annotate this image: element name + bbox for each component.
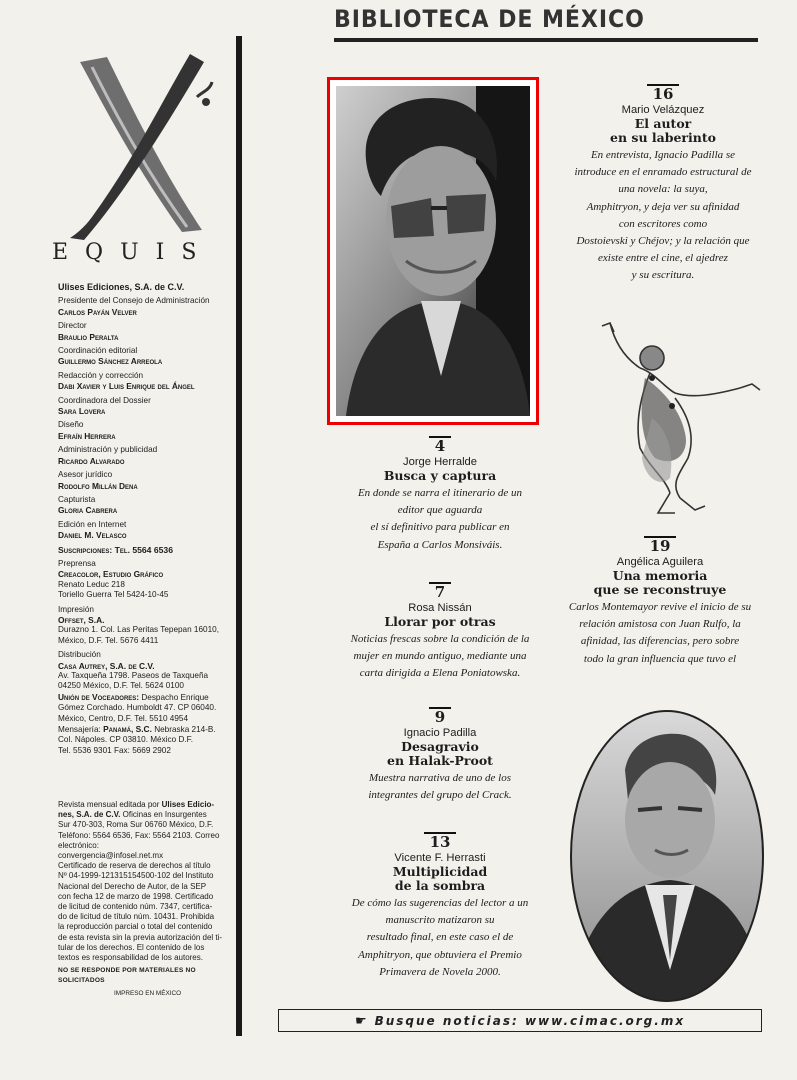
courier-line [58,724,233,735]
masthead-name: Braulio Peralta [58,331,119,342]
article-title: en su laberinto [610,130,716,145]
union-address: México, Centro, D.F. Tel. 5510 4954 [58,713,189,723]
masthead-role: Coordinación editorial [58,346,138,356]
article-title: Busca y captura [383,468,497,483]
legal-line: Teléfono: 5564 6536, Fax: 5564 2103. Correo [58,830,220,840]
legal-line: Certificado de reserva de derechos al título [58,861,211,871]
description-line: todo la gran influencia que tuvo el [583,652,737,665]
page-number: 13 [424,832,457,850]
description-line: carta dirigida a Elena Poniatowska. [359,667,521,680]
article-title: que se reconstruye [593,582,727,597]
masthead-name: Ricardo Alvarado [58,455,125,466]
prepress-address: Renato Leduc 218 [58,579,125,589]
legal-publisher: nes, S.A. de C.V. [58,810,121,820]
description-line: Amphitryon, que obtuviera el Premio [358,948,522,961]
print-address: México, D.F. Tel. 5676 4411 [58,635,159,645]
description-line: Muestra narrativa de uno de los [368,772,512,784]
legal-line: do de licitud de título núm. 10431. Prohibida [58,912,215,922]
description-line: Amphitryon, y deja ver su afinidad [586,200,740,213]
courier-address: Tel. 5536 9301 Fax: 5669 2902 [58,745,171,755]
union-address: Despacho Enrique [141,692,209,702]
legal-line: electrónico: [58,840,99,850]
masthead-role: Edición en Internet [58,519,127,529]
publisher-name: Ulises Ediciones, S.A. de C.V. [58,282,185,292]
masthead-name: Rodolfo Millán Dena [58,480,138,491]
portrait-photo-highlighted[interactable] [330,80,536,422]
article-title: Llorar por otras [384,614,496,629]
article-author: Jorge Herralde [403,456,477,468]
masthead-role: Presidente del Consejo de Administración [58,296,210,306]
page-number: 16 [647,84,680,102]
description-line: afinidad, las diferencias, pero sobre [580,635,740,648]
legal-line [58,800,234,810]
masthead [58,282,233,756]
courier-name: Panamá, S.C. [103,724,152,735]
pointing-hand-icon: ☛ [354,1012,367,1028]
union-name: Unión de Voceadores: [58,691,140,702]
masthead-role: Director [58,321,87,331]
description-line: En donde se narra el itinerario de un [357,487,523,499]
description-line: editor que aguarda [397,504,483,517]
article-16[interactable] [566,84,760,285]
distribution-address: Av. Taxqueña 1798. Paseos de Taxqueña [58,671,209,680]
print-label: Impresión [58,604,94,614]
union-address: Gómez Corchado. Humboldt 47. CP 06040. [58,703,217,713]
description-line: existe entre el cine, el ajedrez [598,252,728,265]
article-description [336,895,544,981]
legal-line: de esta revista sin la previa autorización del ti- [58,932,223,942]
portrait-image [336,86,530,416]
legal-text: Oficinas en Insurgentes [122,810,207,820]
distribution-address: 04250 México, D.F. Tel. 5624 0100 [58,681,184,691]
page-number: 9 [429,707,451,725]
email-link[interactable]: convergencia@infosel.net.mx [58,851,164,861]
article-title: Desagravio [401,739,479,754]
legal-notice [58,800,234,999]
article-19[interactable] [560,536,760,668]
page-number: 19 [644,536,677,554]
distribution-label: Distribución [58,650,101,660]
print-address: Durazno 1. Col. Las Peritas Tepepan 16010, [58,625,219,635]
column-divider [236,36,242,1036]
legal-line: la reproducción parcial o total del contenido [58,922,213,932]
description-line: relación amistosa con Juan Rulfo, la [579,618,741,631]
article-description [336,770,544,804]
masthead-name: Efraín Herrera [58,430,116,441]
man-with-glasses-icon [336,86,530,416]
description-line: De cómo las sugerencias del lector a un [351,897,529,909]
article-title: Multiplicidad [392,864,488,879]
legal-line: tular de los derechos. El contenido de los [58,942,205,952]
article-title: en Halak-Proot [387,753,493,768]
article-author: Rosa Nissán [408,602,472,614]
legal-line: Nacional del Derecho de Autor, de la SEP [58,881,207,891]
masthead-name: Dabi Xavier y Luis Enrique del Ángel [58,381,195,392]
equis-wordmark: EQUIS [52,240,214,265]
footer-link-text[interactable]: Busque noticias: www.cimac.org.mx [374,1013,686,1028]
courier-address: Nebraska 214-B. [154,725,216,735]
description-line: Dostoievski y Chéjov; y la relación que [576,235,750,248]
masthead-name: Sara Lovera [58,406,106,417]
description-line: mujer en mundo antiguo, mediante una [353,650,527,663]
printed-in: IMPRESO EN MÉXICO [114,989,182,997]
oval-portrait-photo[interactable] [570,710,764,1002]
article-7[interactable] [336,582,544,683]
legal-line: Sur 470-303, Roma Sur 06760 México, D.F. [58,820,214,830]
article-title: de la sombra [394,878,486,893]
masthead-role: Capturista [58,494,96,504]
article-author: Ignacio Padilla [403,727,477,739]
section-title: BIBLIOTECA DE MÉXICO [334,5,645,33]
prepress-label: Preprensa [58,558,96,568]
article-author: Angélica Aguilera [616,556,704,568]
description-line: manuscrito matizaron su [385,914,495,927]
masthead-name: Daniel M. Velasco [58,530,127,541]
description-line: Primavera de Novela 2000. [379,965,501,978]
page-number: 4 [429,436,451,454]
masthead-name: Carlos Payán Velver [58,306,137,317]
description-line: Carlos Montemayor revive el inicio de su [568,601,752,613]
article-description [336,485,544,554]
masthead-name: Guillermo Sánchez Arreola [58,356,163,367]
legal-text: Revista mensual editada por [58,800,160,809]
footer-banner[interactable] [278,1009,762,1032]
header-rule [334,38,758,42]
legal-publisher: Ulises Edicio- [161,800,215,809]
article-author: Mario Velázquez [621,104,705,116]
description-line: España a Carlos Monsiváis. [377,538,503,551]
description-line: introduce en el enramado estructural de [574,166,752,179]
description-line: el sí definitivo para publicar en [370,521,510,534]
article-title: El autor [634,116,692,131]
subscriptions-phone: Suscripciones: Tel. 5564 6536 [58,544,173,555]
page-number: 7 [429,582,451,600]
description-line: y su escritura. [631,269,695,282]
masthead-role: Administración y publicidad [58,445,158,455]
article-description [566,147,760,285]
legal-line: con fecha 12 de marzo de 1998. Certificado [58,891,214,901]
article-author: Vicente F. Herrasti [394,852,486,864]
prepress-name: Creacolor, Estudio Gráfico [58,569,164,580]
prepress-address: Toriello Guerra Tel 5424-10-45 [58,590,169,600]
article-title: Una memoria [612,568,708,583]
article-4[interactable] [336,436,544,554]
masthead-role: Redacción y corrección [58,370,144,380]
legal-line: Nº 04-1999-121315154500-102 del Instituto [58,871,214,881]
description-line: resultado final, en este caso el de [366,931,514,944]
article-9[interactable] [336,707,544,804]
legal-line: textos es responsabilidad de los autores. [58,953,203,963]
description-line: En entrevista, Ignacio Padilla se [590,149,736,161]
article-13[interactable] [336,832,544,981]
article-description [336,631,544,683]
article-description [560,599,760,668]
description-line: con escritores como [618,217,708,230]
description-line: una novela: la suya, [618,183,708,196]
legal-line [58,810,234,820]
masthead-name: Gloria Cabrera [58,505,118,516]
print-name: Offset, S.A. [58,614,105,625]
description-line: integrantes del grupo del Crack. [368,789,512,802]
courier-label: Mensajería: [58,725,101,735]
legal-disclaimer: NO SE RESPONDE POR MATERIALES NO SOLICITADOS [58,967,196,985]
masthead-role: Diseño [58,420,84,430]
masthead-role: Coordinadora del Dossier [58,395,151,405]
courier-address: Col. Nápoles. CP 03810. México D.F. [58,735,194,745]
equis-logo-icon [62,42,232,242]
engraved-figure-icon [580,318,770,518]
legal-line: de licitud de contenido núm. 7347, certifica- [58,902,213,912]
masthead-role: Asesor jurídico [58,470,113,480]
union-line [58,692,233,703]
distribution-name: Casa Autrey, S.A. de C.V. [58,660,155,671]
description-line: Noticias frescas sobre la condición de la [350,633,530,645]
